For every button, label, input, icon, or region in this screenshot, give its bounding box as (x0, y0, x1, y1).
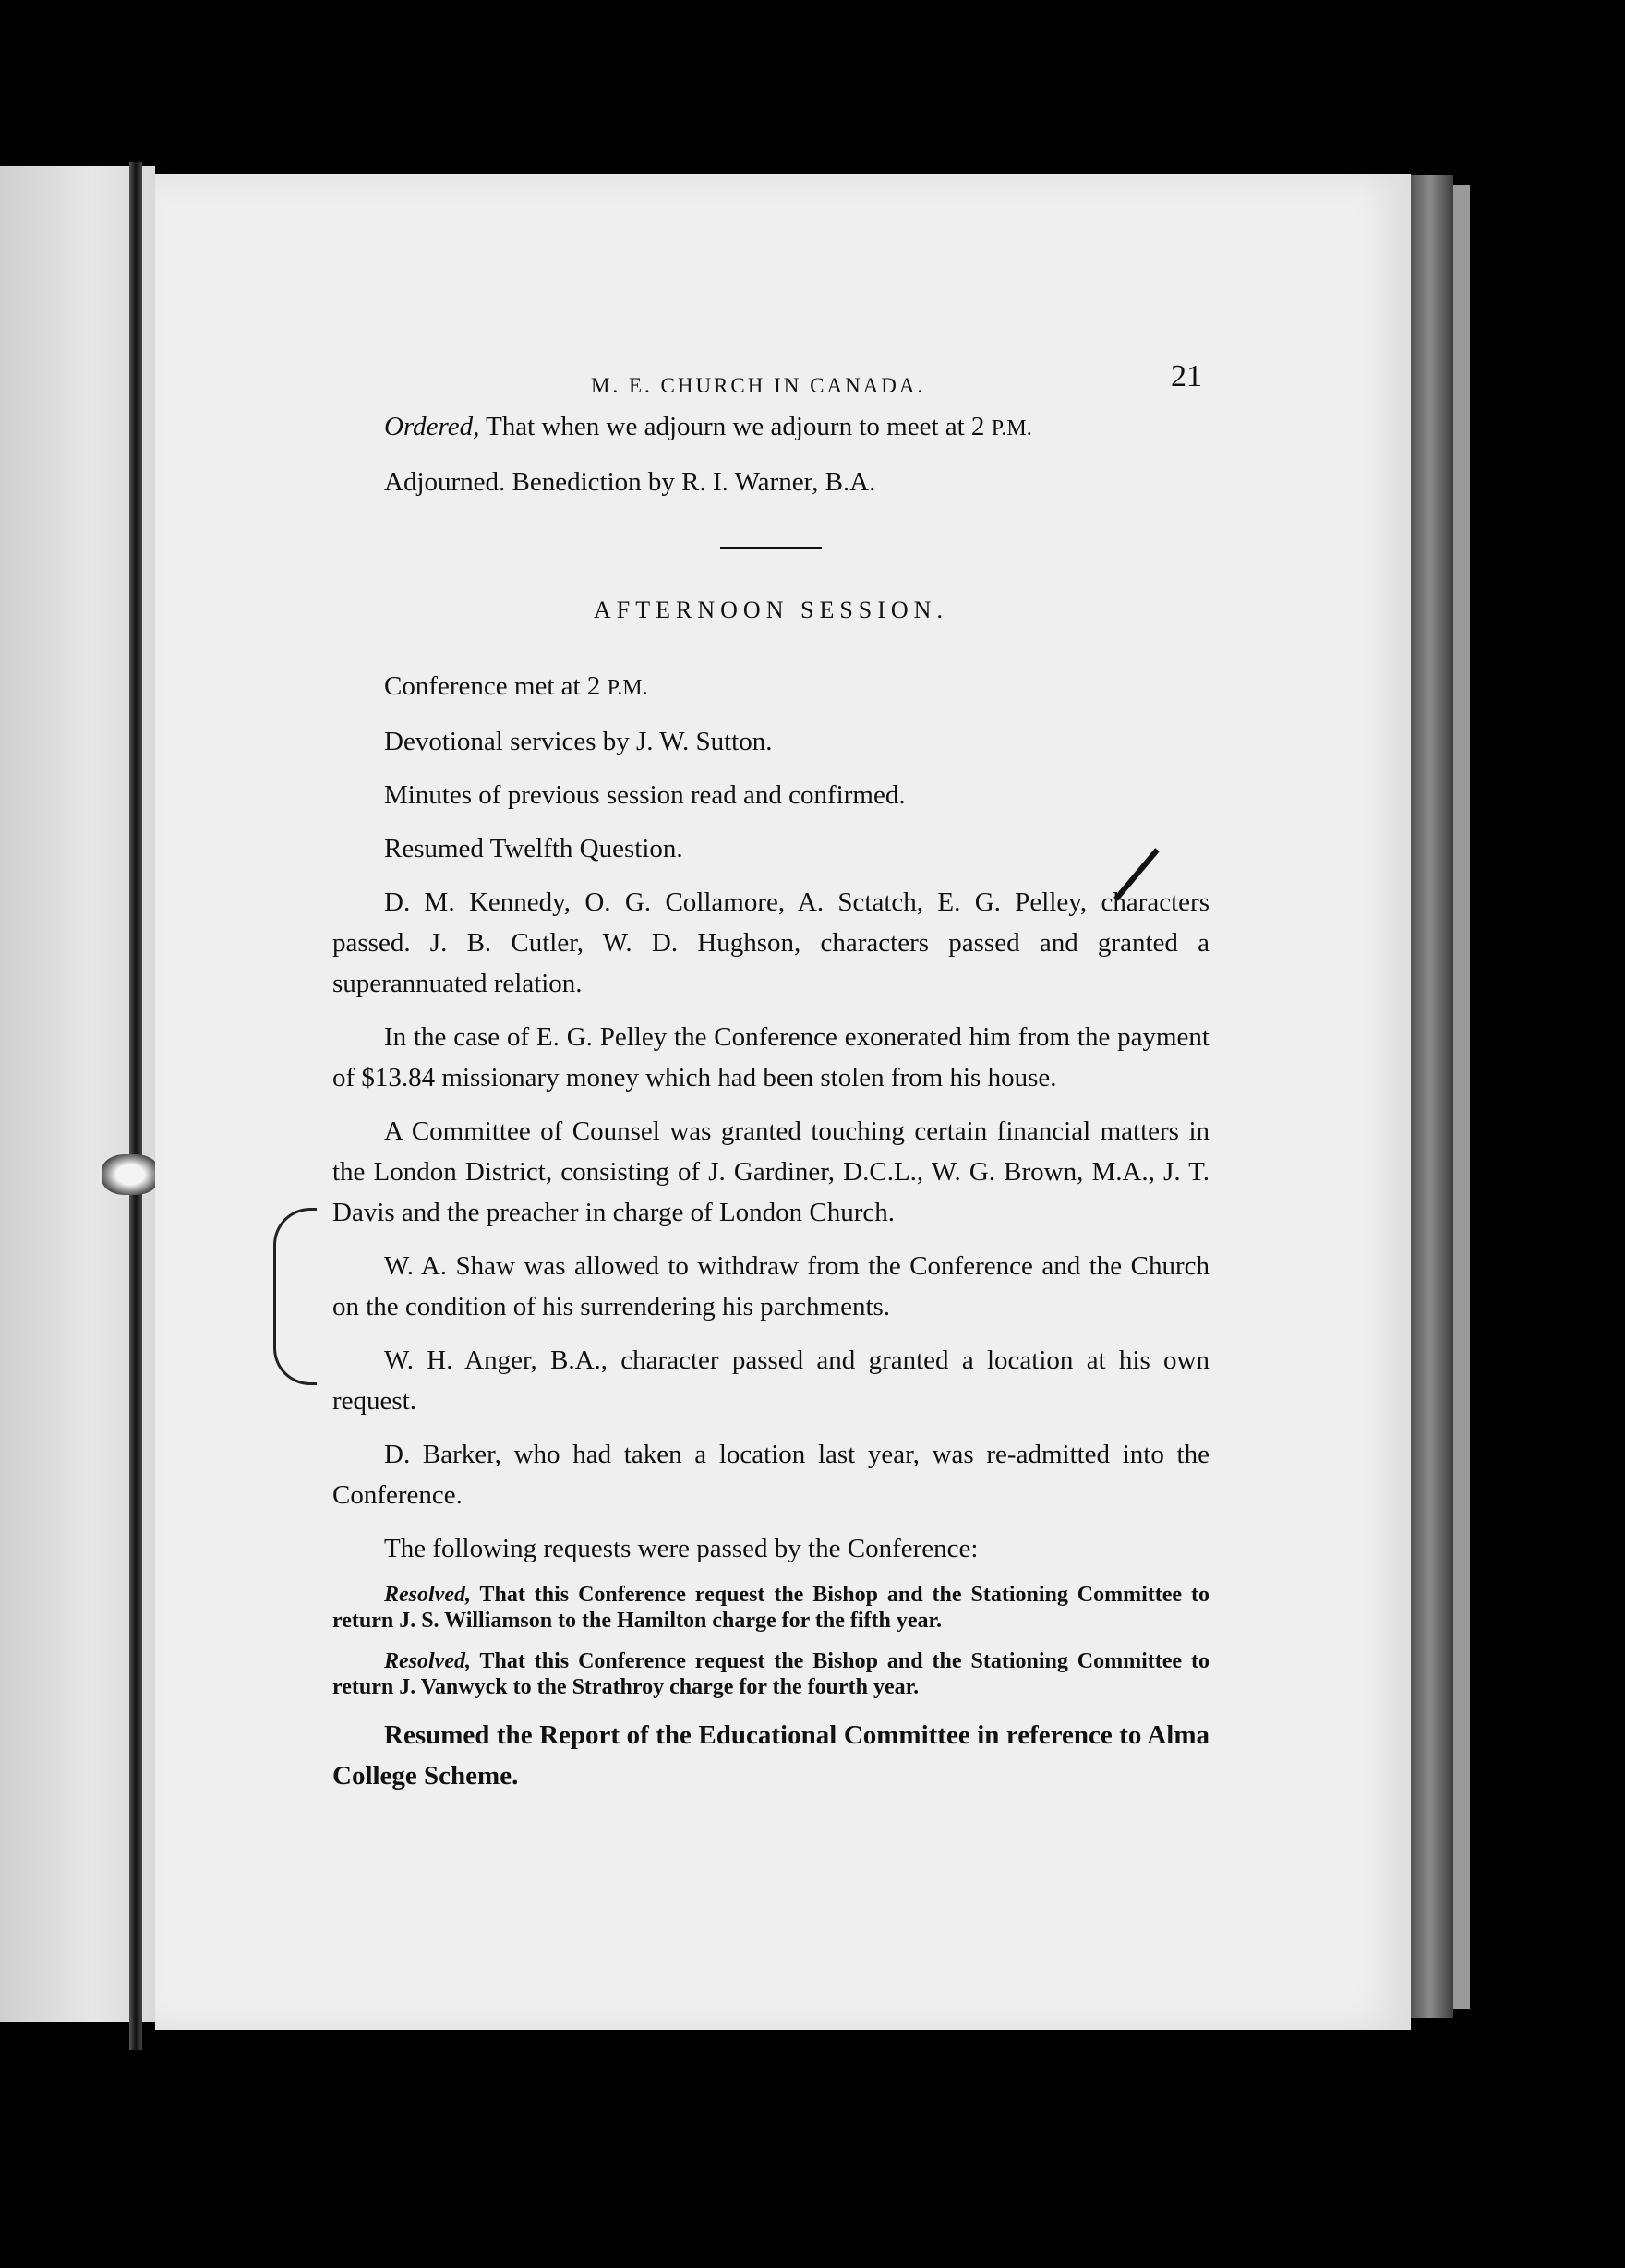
ordered-pm: P.M. (991, 416, 1032, 440)
resolution-text: That this Conference request the Bishop and the Stationing Committee to return J. S. Williamson to the Hamilton charge for the fifth year. (332, 1583, 1210, 1633)
paragraph-shaw: W. A. Shaw was allowed to withdraw from the Conference and the Church on the condition of his surrendering his parchments. (332, 1251, 1210, 1321)
binding-clip (102, 1154, 159, 1195)
resolution-vanwyck (332, 1648, 1210, 1700)
section-rule (720, 547, 822, 549)
paragraph-requests: The following requests were passed by the Conference: (384, 1534, 979, 1563)
running-title: M. E. CHURCH IN CANADA. (591, 374, 926, 397)
resolution-text: That this Conference request the Bishop and the Stationing Committee to return J. Vanwyck to the Strathroy charge for the fourth year. (332, 1649, 1210, 1699)
ordered-emphasis: Ordered, (384, 412, 480, 441)
paragraph-closing: Resumed the Report of the Educational Committee in reference to Alma College Scheme. (332, 1720, 1210, 1791)
right-page-edge (1411, 175, 1453, 2018)
paragraph-committee: A Committee of Counsel was granted touching certain financial matters in the London District, consisting of J. Gardiner, D.C.L., W. G. Brown, M.A., J. T. Davis and the preacher in charge of London Church. (332, 1116, 1210, 1227)
minutes-line: Minutes of previous session read and confirmed. (384, 780, 906, 810)
paragraph-pelley: In the case of E. G. Pelley the Conference exonerated him from the payment of $13.84 missionary money which had been stolen from his house. (332, 1022, 1210, 1092)
ordered-text: That when we adjourn we adjourn to meet at 2 (479, 412, 992, 441)
session-heading: AFTERNOON SESSION. (594, 597, 948, 623)
resolution-emphasis: Resolved, (384, 1649, 471, 1673)
margin-bracket-mark (273, 1208, 317, 1385)
conference-met-text: Conference met at 2 (384, 671, 608, 701)
right-page-edge-inner (1453, 185, 1470, 2009)
resolution-williamson (332, 1582, 1210, 1634)
paragraph-anger: W. H. Anger, B.A., character passed and granted a location at his own request. (332, 1345, 1210, 1416)
resolution-emphasis: Resolved, (384, 1583, 471, 1607)
book-gutter (129, 162, 142, 2050)
conference-met-pm: P.M. (607, 676, 648, 700)
page-text (332, 358, 1210, 1809)
page-number: 21 (1171, 359, 1202, 393)
resumed-line: Resumed Twelfth Question. (384, 834, 683, 863)
ordered-line (332, 406, 1210, 449)
conference-met-line (332, 666, 1210, 708)
paragraph-characters: D. M. Kennedy, O. G. Collamore, A. Sctatch, E. G. Pelley, characters passed. J. B. Cutler, W. D. Hughson, characters passed and granted a superannuated relation. (332, 887, 1210, 998)
devotional-line: Devotional services by J. W. Sutton. (384, 727, 773, 756)
running-header (332, 358, 1210, 406)
adjourned-line: Adjourned. Benediction by R. I. Warner, B.A. (384, 467, 876, 497)
paragraph-barker: D. Barker, who had taken a location last year, was re-admitted into the Conference. (332, 1440, 1210, 1510)
